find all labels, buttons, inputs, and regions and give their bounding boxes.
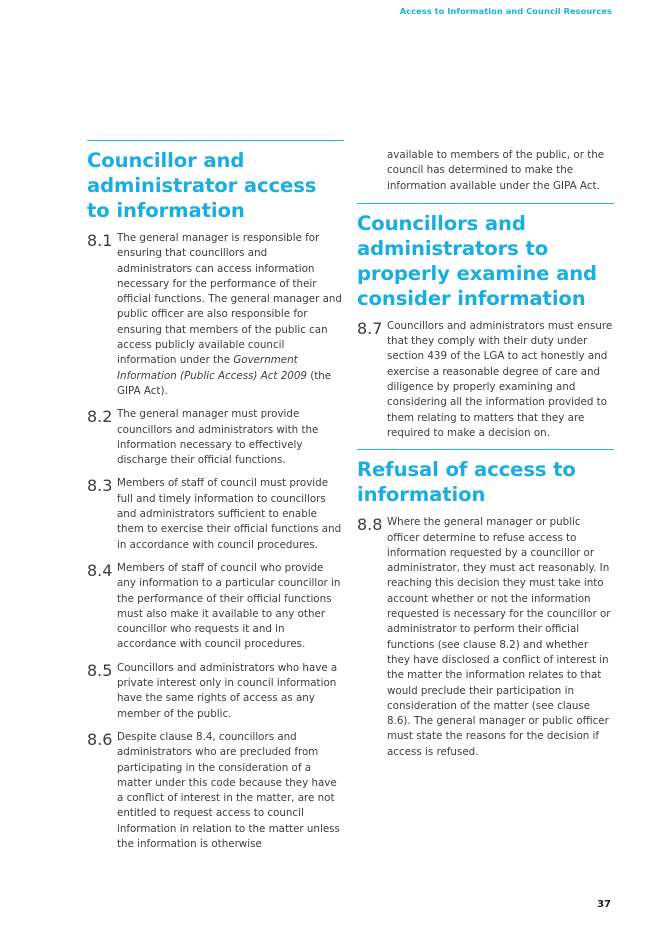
section-divider (357, 203, 614, 204)
section-heading-examine: Councillors and administrators to properly examine and consider information (357, 211, 597, 310)
clause-text: The general manager is responsible for ensuring that councillors and administrators can access information necessary for the performance of their official functions. The general manager and public officer are also responsible for ensuring that members of the public can access publicly available council information under the Government Information (Public Access) Act 2009 (the GIPA Act). (117, 232, 342, 397)
clause-8-5 (87, 661, 344, 722)
section-divider (87, 140, 344, 141)
clause-number: 8.7 (357, 318, 383, 338)
right-column (357, 148, 614, 768)
clause-8-6-continuation: available to members of the public, or the council has determined to make the information available under the GIPA Act. (387, 149, 605, 192)
clause-text: Members of staff of council who provide any information to a particular councillor in the performance of their official functions must also make it available to any other councillor who requests it and in accordance with council procedures. (117, 561, 341, 651)
clause-number: 8.1 (87, 231, 113, 250)
clause-8-4 (87, 561, 344, 653)
clause-number: 8.8 (357, 515, 383, 535)
clause-8-7 (357, 319, 614, 441)
clause-text: Councillors and administrators who have a private interest only in council information have the same rights of access as any member of the public. (117, 661, 338, 720)
page-number: 37 (597, 899, 611, 910)
clause-number: 8.5 (87, 660, 113, 680)
act-title: Government Information (Public Access) Act 2009 (117, 354, 307, 382)
section-divider (357, 449, 614, 450)
left-column (87, 140, 344, 860)
clause-text: Members of staff of council must provide full and timely information to councillors and administrators sufficient to enable them to exercise their official functions and in accordance with council procedures. (117, 477, 342, 551)
clause-8-6 (87, 730, 344, 852)
clause-text: Councillors and administrators must ensure that they comply with their duty under section 439 of the LGA to act honestly and exercise a reasonable degree of care and diligence by properly examining and considering all the information provided to them relating to matters that they are required to make a decision on. (387, 319, 613, 439)
clause-number: 8.2 (87, 407, 113, 427)
clause-text: Where the general manager or public officer determine to refuse access to information requested by a councillor or administrator, they must act reasonably. In reaching this decision they must take into account whether or not the information requested is necessary for the councillor or administrator to perform their official functions (see clause 8.2) and whether they have disclosed a conflict of interest in the matter the information relates to that would preclude their participation in consideration of the matter (see clause 8.6). The general manager or public officer must state the reasons for the decision if access is refused. (387, 516, 611, 758)
section-heading-refusal: Refusal of access to information (357, 458, 576, 507)
clause-8-2 (87, 407, 344, 468)
clause-8-1 (87, 231, 344, 399)
clause-number: 8.6 (87, 729, 113, 749)
running-header: Access to Information and Council Resources (399, 6, 612, 16)
clause-text: Despite clause 8.4, councillors and administrators who are precluded from participating in the consideration of a matter under this code because they have a conflict of interest in the matter, are not entitled to request access to council information in relation to the matter unless the information is otherwise (117, 730, 340, 850)
section-heading-access: Councillor and administrator access to information (87, 149, 317, 222)
clause-number: 8.3 (87, 476, 113, 496)
clause-8-8 (357, 515, 614, 760)
clause-8-3 (87, 476, 344, 552)
clause-number: 8.4 (87, 560, 113, 580)
clause-text: The general manager must provide councillors and administrators with the information necessary to effectively discharge their official functions. (117, 408, 319, 467)
